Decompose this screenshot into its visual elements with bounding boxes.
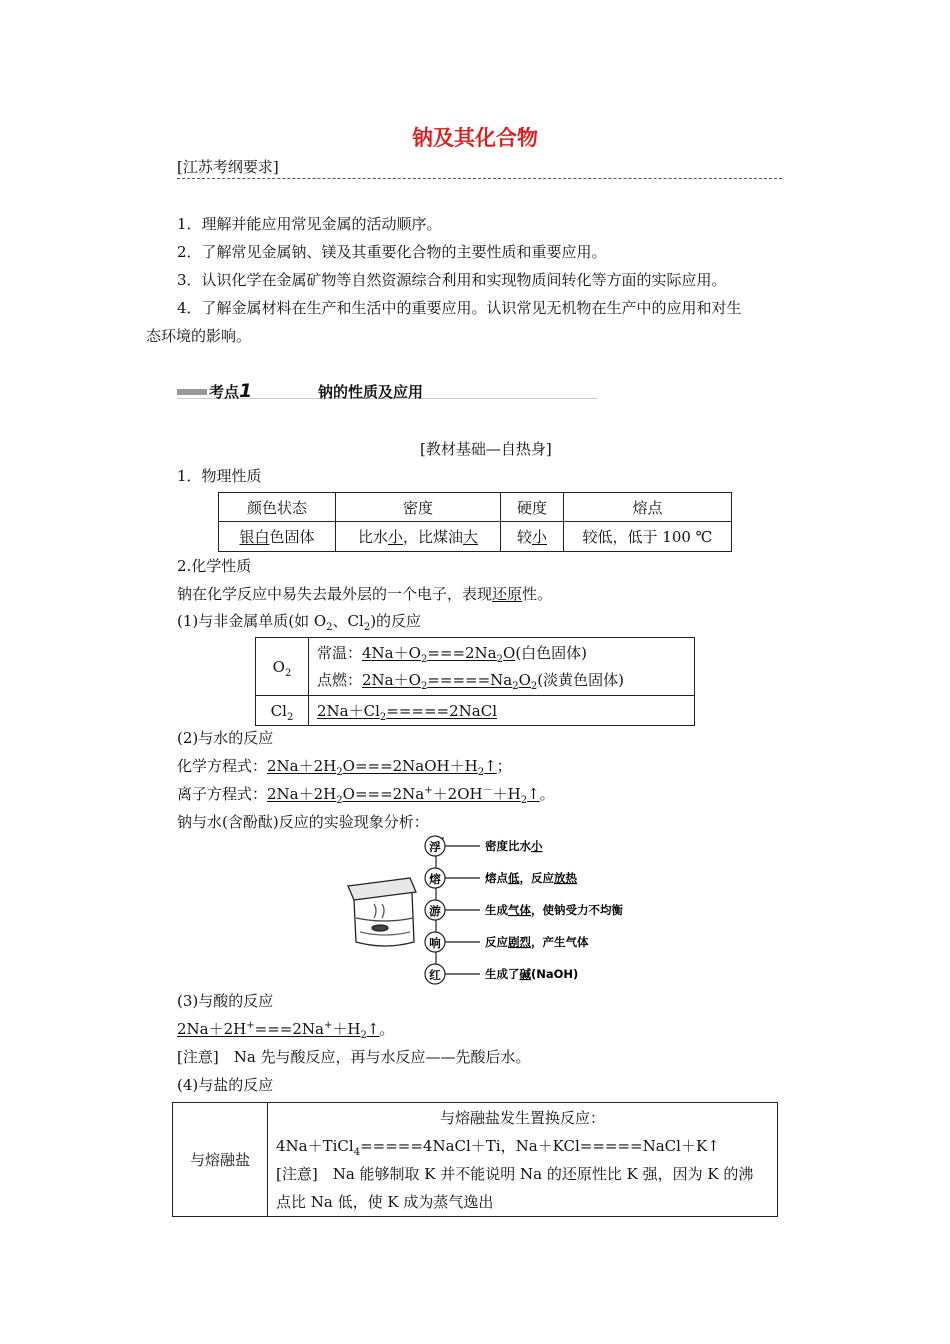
requirements-heading: [江苏考纲要求] [177,158,279,176]
salt-note: 点比 Na 低，使 K 成为蒸气逸出 [276,1192,494,1211]
nonmetal-heading: (1)与非金属单质(如 $O_2$、$Cl_2$)的反应 [177,612,422,633]
header-cell: 熔点 [564,493,732,522]
phenomenon-text: 反应剧烈，产生气体 [485,935,589,949]
phenomenon-char: 红 [429,968,441,982]
o2-ignition-reaction: 点燃：$2Na+O_2=====Na_2O_2$(淡黄色固体) [317,670,625,692]
requirement-item: 3．认识化学在金属矿物等自然资源综合利用和实现物质间转化等方面的实际应用。 [177,271,727,289]
nonmetal-reactions-table [255,637,695,726]
acid-heading: (3)与酸的反应 [177,992,274,1010]
requirement-item: 态环境的影响。 [146,327,252,345]
phenomenon-text: 生成了碱(NaOH) [485,967,579,981]
salt-equation: 4Na＋TiCl$_4$=====4NaCl＋Ti，Na＋KCl=====NaCl＋K↑ [276,1136,720,1158]
cl2-label: $Cl_2$ [256,696,309,726]
page-title: 钠及其化合物 [412,126,538,150]
header-cell: 密度 [336,493,501,522]
salt-content [268,1103,778,1217]
salt-line: 与熔融盐发生置换反应： [439,1108,605,1127]
table-cell: 银白色固体 [219,522,336,552]
chemical-heading: 2.化学性质 [177,557,252,575]
physical-properties-table [218,492,732,552]
table-cell: 比水小，比煤油大 [336,522,501,552]
phenomenon-char: 熔 [429,872,441,886]
o2-reactions [309,638,695,696]
requirement-item: 2．了解常见金属钠、镁及其重要化合物的主要性质和重要应用。 [177,243,607,261]
section-tag: 考点1 [209,380,253,402]
dashed-divider [177,178,782,179]
phenomena-heading: 钠与水(含酚酞)反应的实验现象分析： [177,813,429,831]
chemical-intro: 钠在化学反应中易失去最外层的一个电子，表现还原性。 [177,585,553,603]
phenomenon-text: 密度比水小 [485,839,543,853]
table-cell: 较小 [501,522,564,552]
header-cell: 颜色状态 [219,493,336,522]
water-heading: (2)与水的反应 [177,729,274,747]
section-marker [177,389,207,395]
requirement-item: 1．理解并能应用常见金属的活动顺序。 [177,215,442,233]
phenomenon-char: 响 [429,936,441,950]
o2-room-temp-reaction: 常温：$4Na+O_2===2Na_2O$(白色固体) [317,643,588,665]
acid-note: [注意] Na 先与酸反应，再与水反应——先酸后水。 [177,1048,531,1066]
o2-label: $O_2$ [256,638,309,696]
phenomenon-text: 生成气体，使钠受力不均衡 [485,903,623,917]
beaker-icon [348,878,416,946]
phenomenon-text: 熔点低，反应放热 [485,871,577,885]
salt-heading: (4)与盐的反应 [177,1076,274,1094]
sub-heading: [教材基础—自热身] [420,440,552,458]
acid-equation: $2Na+2H^+===2Na^++H_2↑$。 [177,1020,395,1041]
salt-note: [注意] Na 能够制取 K 并不能说明 Na 的还原性比 K 强，因为 K 的沸 [276,1164,754,1183]
salt-label: 与熔融盐 [173,1103,268,1217]
section-name: 钠的性质及应用 [318,383,424,401]
table-cell: 较低，低于 100 ℃ [564,522,732,552]
header-cell: 硬度 [501,493,564,522]
phenomenon-char: 浮 [429,840,441,854]
physical-heading: 1．物理性质 [177,467,262,485]
water-chemical-equation: 化学方程式：$2Na+2H_2O===2NaOH+H_2↑$； [177,757,512,778]
phenomenon-char: 游 [429,904,441,918]
water-ionic-equation: 离子方程式：$2Na+2H_2O===2Na^++2OH^-+H_2↑$。 [177,785,555,806]
requirement-item: 4．了解金属材料在生产和生活中的重要应用。认识常见无机物在生产中的应用和对生 [177,299,742,317]
sodium-water-diagram [340,832,650,987]
salt-reaction-table [172,1102,778,1217]
cl2-reaction: $2Na+Cl_2=====2NaCl$ [309,696,695,726]
